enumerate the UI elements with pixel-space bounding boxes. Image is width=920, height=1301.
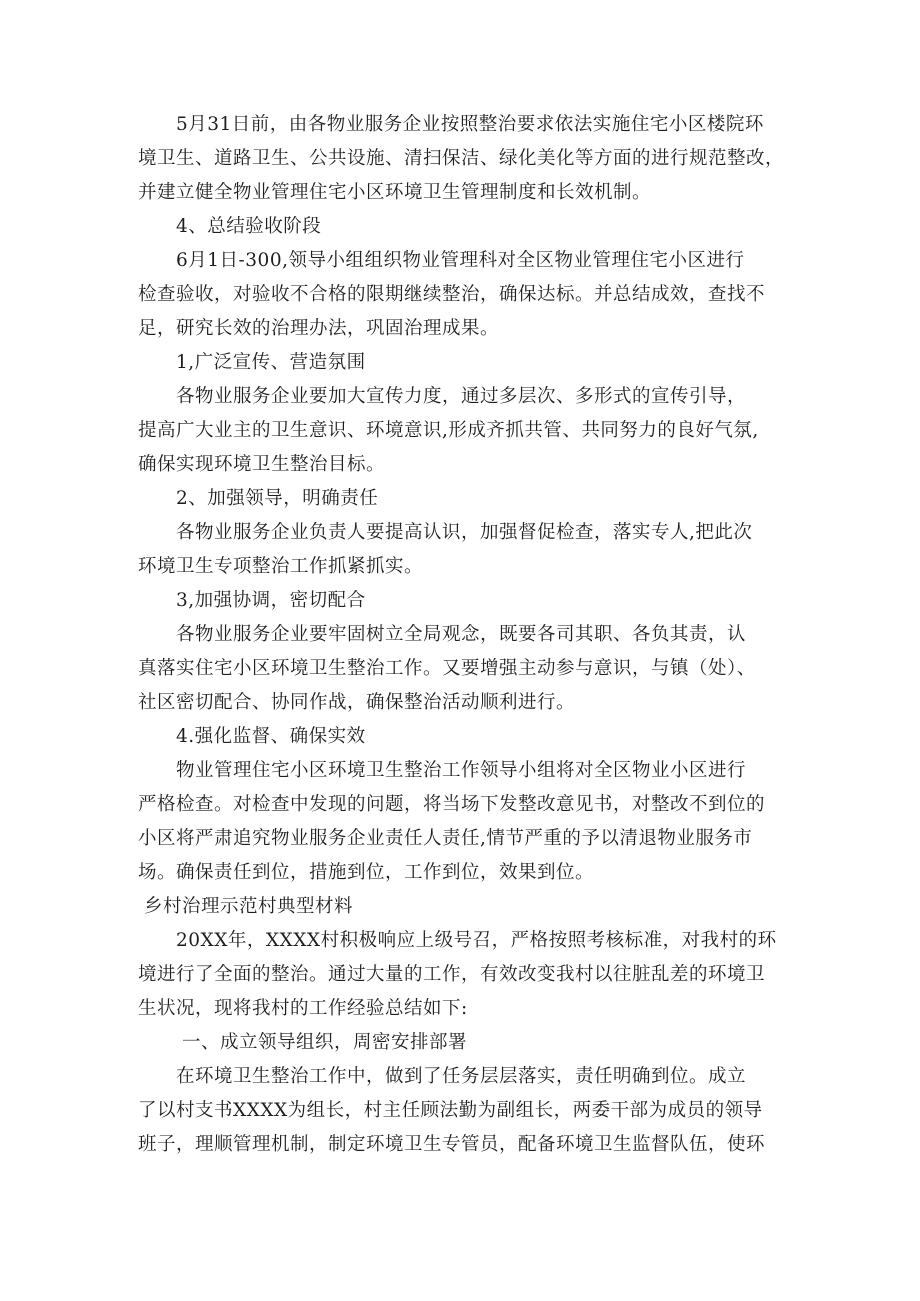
text-line: 境卫生、道路卫生、公共设施、清扫保洁、绿化美化等方面的进行规范整改， — [138, 148, 785, 169]
text-line: 环境卫生专项整治工作抓紧抓实。 — [138, 556, 424, 577]
text-line: 20XX年，XXXX村积极响应上级号召，严格按照考核标准，对我村的环 — [176, 930, 777, 951]
text-line: 6月1日-300,领导小组组织物业管理科对全区物业管理住宅小区进行 — [176, 250, 745, 271]
text-line: 检查验收，对验收不合格的限期继续整治，确保达标。并总结成效，查找不 — [138, 284, 766, 305]
text-line: 各物业服务企业负责人要提高认识，加强督促检查，落实专人,把此次 — [176, 522, 753, 543]
section-heading: 4.强化监督、确保实效 — [176, 726, 366, 747]
text-line: 物业管理住宅小区环境卫生整治工作领导小组将对全区物业小区进行 — [176, 760, 747, 781]
text-line: 提高广大业主的卫生意识、环境意识,形成齐抓共管、共同努力的良好气氛, — [138, 420, 759, 441]
text-line: 了以村支书XXXX为组长，村主任顾法勤为副组长，两委干部为成员的领导 — [138, 1100, 763, 1121]
text-line: 各物业服务企业要牢固树立全局观念，既要各司其职、各负其责，认 — [176, 624, 747, 645]
text-line: 严格检查。对检查中发现的问题，将当场下发整改意见书，对整改不到位的 — [138, 794, 766, 815]
section-heading: 1,广泛宣传、营造氛围 — [176, 352, 366, 373]
section-heading: 一、成立领导组织，周密安排部署 — [182, 1032, 468, 1053]
text-line: 确保实现环境卫生整治目标。 — [138, 454, 386, 475]
text-line: 小区将严肃追究物业服务企业责任人责任,情节严重的予以清退物业服务市 — [138, 828, 753, 849]
text-line: 足，研究长效的治理办法，巩固治理成果。 — [138, 318, 500, 339]
text-line: 班子，理顺管理机制，制定环境卫生专管员，配备环境卫生监督队伍，使环 — [138, 1134, 766, 1155]
text-line: 社区密切配合、协同作战，确保整治活动顺利进行。 — [138, 692, 576, 713]
text-line: 各物业服务企业要加大宣传力度，通过多层次、多形式的宣传引导， — [176, 386, 747, 407]
text-line: 真落实住宅小区环境卫生整治工作。又要增强主动参与意识，与镇（处）、 — [138, 658, 756, 679]
text-line: 境进行了全面的整治。通过大量的工作，有效改变我村以往脏乱差的环境卫 — [138, 964, 766, 985]
document-title: 乡村治理示范村典型材料 — [144, 896, 354, 917]
text-line: 生状况，现将我村的工作经验总结如下: — [138, 998, 468, 1019]
document-page — [138, 108, 788, 1162]
section-heading: 2、加强领导，明确责任 — [176, 488, 379, 509]
text-line: 并建立健全物业管理住宅小区环境卫生管理制度和长效机制。 — [138, 182, 652, 203]
text-line: 在环境卫生整治工作中，做到了任务层层落实，责任明确到位。成立 — [176, 1066, 747, 1087]
section-heading: 3,加强协调，密切配合 — [176, 590, 366, 611]
section-heading: 4、总结验收阶段 — [176, 216, 322, 237]
text-line: 场。确保责任到位，措施到位，工作到位，效果到位。 — [138, 862, 595, 883]
text-line: 5月31日前，由各物业服务企业按照整治要求依法实施住宅小区楼院环 — [176, 114, 764, 135]
